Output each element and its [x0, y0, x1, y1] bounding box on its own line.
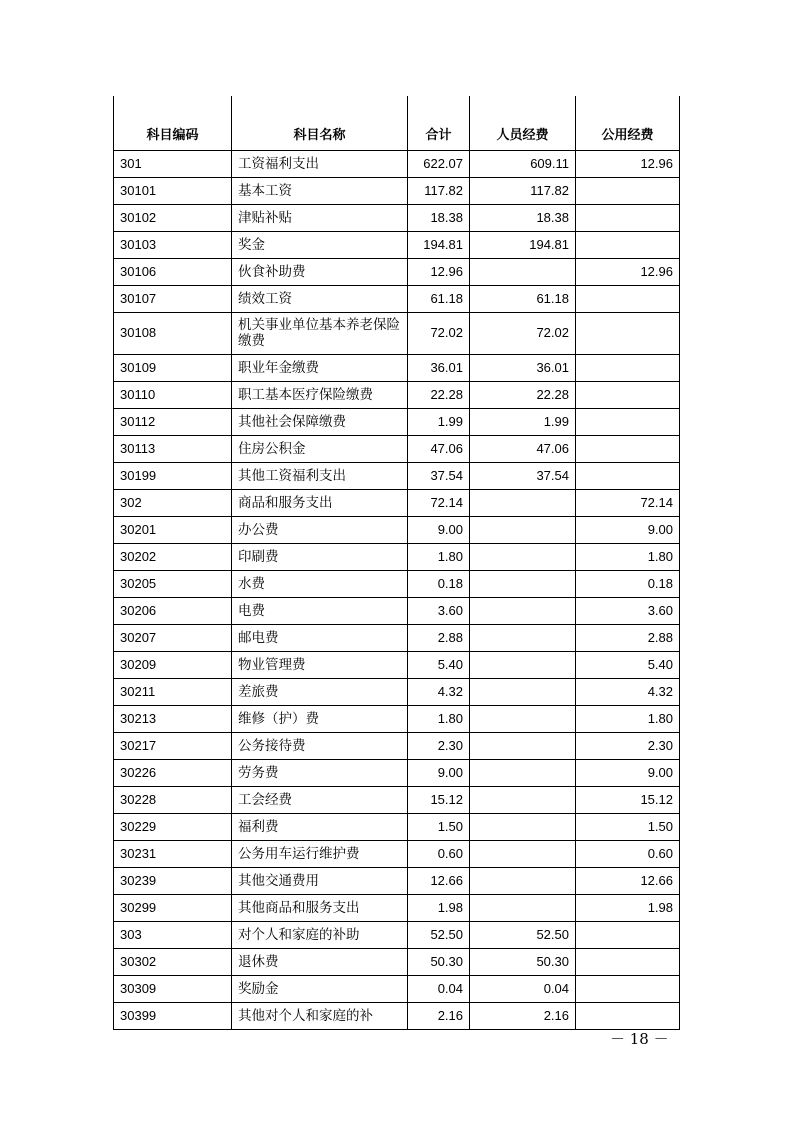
header-public-expense: 公用经费: [576, 96, 680, 150]
personnel-expense-cell: [470, 705, 576, 732]
total-cell: 2.16: [408, 1002, 470, 1029]
subject-code-cell: 30209: [114, 651, 232, 678]
total-cell: 36.01: [408, 354, 470, 381]
personnel-expense-cell: 22.28: [470, 381, 576, 408]
subject-name-cell: 绩效工资: [232, 285, 408, 312]
public-expense-cell: 12.96: [576, 258, 680, 285]
public-expense-cell: 4.32: [576, 678, 680, 705]
table-row: [114, 354, 680, 381]
subject-name-cell: 津贴补贴: [232, 204, 408, 231]
public-expense-cell: [576, 354, 680, 381]
total-cell: 622.07: [408, 150, 470, 177]
table-row: [114, 651, 680, 678]
public-expense-cell: 1.80: [576, 705, 680, 732]
subject-code-cell: 30101: [114, 177, 232, 204]
table-row: [114, 975, 680, 1002]
total-cell: 9.00: [408, 759, 470, 786]
total-cell: 72.14: [408, 489, 470, 516]
total-cell: 117.82: [408, 177, 470, 204]
personnel-expense-cell: [470, 570, 576, 597]
subject-code-cell: 30309: [114, 975, 232, 1002]
subject-name-cell: 伙食补助费: [232, 258, 408, 285]
total-cell: 12.66: [408, 867, 470, 894]
personnel-expense-cell: 72.02: [470, 312, 576, 354]
personnel-expense-cell: [470, 516, 576, 543]
total-cell: 2.30: [408, 732, 470, 759]
subject-code-cell: 30213: [114, 705, 232, 732]
subject-code-cell: 30199: [114, 462, 232, 489]
total-cell: 15.12: [408, 786, 470, 813]
header-subject-code: 科目编码: [114, 96, 232, 150]
total-cell: 2.88: [408, 624, 470, 651]
subject-name-cell: 其他工资福利支出: [232, 462, 408, 489]
personnel-expense-cell: [470, 678, 576, 705]
total-cell: 0.04: [408, 975, 470, 1002]
personnel-expense-cell: 2.16: [470, 1002, 576, 1029]
subject-name-cell: 机关事业单位基本养老保险缴费: [232, 312, 408, 354]
personnel-expense-cell: 117.82: [470, 177, 576, 204]
header-total: 合计: [408, 96, 470, 150]
public-expense-cell: 2.88: [576, 624, 680, 651]
personnel-expense-cell: 36.01: [470, 354, 576, 381]
public-expense-cell: [576, 921, 680, 948]
public-expense-cell: 1.50: [576, 813, 680, 840]
personnel-expense-cell: 37.54: [470, 462, 576, 489]
subject-code-cell: 30211: [114, 678, 232, 705]
total-cell: 194.81: [408, 231, 470, 258]
total-cell: 3.60: [408, 597, 470, 624]
total-cell: 4.32: [408, 678, 470, 705]
subject-code-cell: 30201: [114, 516, 232, 543]
subject-name-cell: 差旅费: [232, 678, 408, 705]
public-expense-cell: [576, 435, 680, 462]
subject-code-cell: 303: [114, 921, 232, 948]
subject-code-cell: 30107: [114, 285, 232, 312]
subject-code-cell: 30102: [114, 204, 232, 231]
public-expense-cell: 12.66: [576, 867, 680, 894]
public-expense-cell: [576, 177, 680, 204]
subject-name-cell: 办公费: [232, 516, 408, 543]
subject-name-cell: 住房公积金: [232, 435, 408, 462]
personnel-expense-cell: [470, 894, 576, 921]
public-expense-cell: [576, 975, 680, 1002]
subject-name-cell: 其他交通费用: [232, 867, 408, 894]
table-row: [114, 570, 680, 597]
personnel-expense-cell: 61.18: [470, 285, 576, 312]
subject-name-cell: 公务接待费: [232, 732, 408, 759]
total-cell: 37.54: [408, 462, 470, 489]
public-expense-cell: 9.00: [576, 759, 680, 786]
subject-code-cell: 30229: [114, 813, 232, 840]
subject-code-cell: 30217: [114, 732, 232, 759]
personnel-expense-cell: [470, 651, 576, 678]
personnel-expense-cell: 18.38: [470, 204, 576, 231]
subject-name-cell: 公务用车运行维护费: [232, 840, 408, 867]
subject-code-cell: 30239: [114, 867, 232, 894]
subject-code-cell: 30206: [114, 597, 232, 624]
public-expense-cell: [576, 948, 680, 975]
personnel-expense-cell: 52.50: [470, 921, 576, 948]
subject-name-cell: 工会经费: [232, 786, 408, 813]
subject-name-cell: 商品和服务支出: [232, 489, 408, 516]
subject-code-cell: 30108: [114, 312, 232, 354]
subject-name-cell: 邮电费: [232, 624, 408, 651]
subject-code-cell: 30202: [114, 543, 232, 570]
subject-name-cell: 电费: [232, 597, 408, 624]
table-row: [114, 231, 680, 258]
table-row: [114, 489, 680, 516]
personnel-expense-cell: [470, 258, 576, 285]
table-row: [114, 678, 680, 705]
subject-code-cell: 30205: [114, 570, 232, 597]
table-row: [114, 408, 680, 435]
subject-code-cell: 302: [114, 489, 232, 516]
table-row: [114, 624, 680, 651]
subject-name-cell: 退休费: [232, 948, 408, 975]
subject-name-cell: 奖励金: [232, 975, 408, 1002]
table-row: [114, 150, 680, 177]
subject-name-cell: 对个人和家庭的补助: [232, 921, 408, 948]
total-cell: 1.80: [408, 543, 470, 570]
table-row: [114, 258, 680, 285]
public-expense-cell: 5.40: [576, 651, 680, 678]
subject-code-cell: 30103: [114, 231, 232, 258]
table-row: [114, 462, 680, 489]
subject-code-cell: 30228: [114, 786, 232, 813]
personnel-expense-cell: [470, 813, 576, 840]
subject-name-cell: 福利费: [232, 813, 408, 840]
personnel-expense-cell: [470, 597, 576, 624]
subject-code-cell: 30110: [114, 381, 232, 408]
table-row: [114, 732, 680, 759]
subject-name-cell: 职业年金缴费: [232, 354, 408, 381]
table-row: [114, 840, 680, 867]
subject-name-cell: 其他商品和服务支出: [232, 894, 408, 921]
budget-table-container: [113, 96, 679, 1030]
table-row: [114, 381, 680, 408]
total-cell: 9.00: [408, 516, 470, 543]
table-row: [114, 867, 680, 894]
total-cell: 5.40: [408, 651, 470, 678]
table-row: [114, 285, 680, 312]
public-expense-cell: [576, 1002, 680, 1029]
table-header-row: [114, 96, 680, 150]
subject-name-cell: 基本工资: [232, 177, 408, 204]
personnel-expense-cell: 194.81: [470, 231, 576, 258]
total-cell: 47.06: [408, 435, 470, 462]
table-row: [114, 516, 680, 543]
personnel-expense-cell: [470, 489, 576, 516]
total-cell: 1.99: [408, 408, 470, 435]
personnel-expense-cell: [470, 543, 576, 570]
public-expense-cell: 15.12: [576, 786, 680, 813]
subject-code-cell: 30231: [114, 840, 232, 867]
subject-name-cell: 维修（护）费: [232, 705, 408, 732]
public-expense-cell: 2.30: [576, 732, 680, 759]
public-expense-cell: 3.60: [576, 597, 680, 624]
subject-code-cell: 30113: [114, 435, 232, 462]
subject-code-cell: 30399: [114, 1002, 232, 1029]
subject-name-cell: 其他对个人和家庭的补: [232, 1002, 408, 1029]
table-row: [114, 312, 680, 354]
public-expense-cell: 12.96: [576, 150, 680, 177]
subject-code-cell: 30302: [114, 948, 232, 975]
personnel-expense-cell: 47.06: [470, 435, 576, 462]
table-row: [114, 597, 680, 624]
public-expense-cell: [576, 285, 680, 312]
personnel-expense-cell: [470, 732, 576, 759]
header-subject-name: 科目名称: [232, 96, 408, 150]
table-row: [114, 204, 680, 231]
personnel-expense-cell: 50.30: [470, 948, 576, 975]
expenditure-table: [113, 96, 680, 1030]
total-cell: 12.96: [408, 258, 470, 285]
personnel-expense-cell: [470, 759, 576, 786]
total-cell: 0.18: [408, 570, 470, 597]
subject-code-cell: 30109: [114, 354, 232, 381]
total-cell: 61.18: [408, 285, 470, 312]
public-expense-cell: [576, 381, 680, 408]
subject-name-cell: 印刷费: [232, 543, 408, 570]
subject-name-cell: 水费: [232, 570, 408, 597]
subject-code-cell: 30112: [114, 408, 232, 435]
table-row: [114, 921, 680, 948]
public-expense-cell: 1.98: [576, 894, 680, 921]
subject-name-cell: 物业管理费: [232, 651, 408, 678]
subject-code-cell: 30299: [114, 894, 232, 921]
total-cell: 1.50: [408, 813, 470, 840]
subject-name-cell: 工资福利支出: [232, 150, 408, 177]
subject-code-cell: 301: [114, 150, 232, 177]
personnel-expense-cell: [470, 786, 576, 813]
public-expense-cell: 1.80: [576, 543, 680, 570]
subject-name-cell: 职工基本医疗保险缴费: [232, 381, 408, 408]
table-row: [114, 705, 680, 732]
personnel-expense-cell: [470, 840, 576, 867]
personnel-expense-cell: 1.99: [470, 408, 576, 435]
total-cell: 1.98: [408, 894, 470, 921]
personnel-expense-cell: [470, 624, 576, 651]
table-row: [114, 435, 680, 462]
total-cell: 0.60: [408, 840, 470, 867]
public-expense-cell: 9.00: [576, 516, 680, 543]
subject-code-cell: 30207: [114, 624, 232, 651]
public-expense-cell: [576, 231, 680, 258]
public-expense-cell: 0.18: [576, 570, 680, 597]
total-cell: 72.02: [408, 312, 470, 354]
subject-code-cell: 30106: [114, 258, 232, 285]
total-cell: 18.38: [408, 204, 470, 231]
personnel-expense-cell: 609.11: [470, 150, 576, 177]
header-personnel-expense: 人员经费: [470, 96, 576, 150]
table-row: [114, 543, 680, 570]
table-row: [114, 948, 680, 975]
table-row: [114, 1002, 680, 1029]
total-cell: 22.28: [408, 381, 470, 408]
subject-name-cell: 劳务费: [232, 759, 408, 786]
table-row: [114, 759, 680, 786]
personnel-expense-cell: 0.04: [470, 975, 576, 1002]
public-expense-cell: [576, 462, 680, 489]
table-row: [114, 786, 680, 813]
total-cell: 50.30: [408, 948, 470, 975]
subject-code-cell: 30226: [114, 759, 232, 786]
page-number: － 18 －: [610, 1030, 669, 1048]
total-cell: 52.50: [408, 921, 470, 948]
subject-name-cell: 其他社会保障缴费: [232, 408, 408, 435]
public-expense-cell: [576, 408, 680, 435]
public-expense-cell: 72.14: [576, 489, 680, 516]
total-cell: 1.80: [408, 705, 470, 732]
table-row: [114, 813, 680, 840]
public-expense-cell: [576, 312, 680, 354]
personnel-expense-cell: [470, 867, 576, 894]
table-row: [114, 177, 680, 204]
public-expense-cell: [576, 204, 680, 231]
subject-name-cell: 奖金: [232, 231, 408, 258]
public-expense-cell: 0.60: [576, 840, 680, 867]
table-row: [114, 894, 680, 921]
